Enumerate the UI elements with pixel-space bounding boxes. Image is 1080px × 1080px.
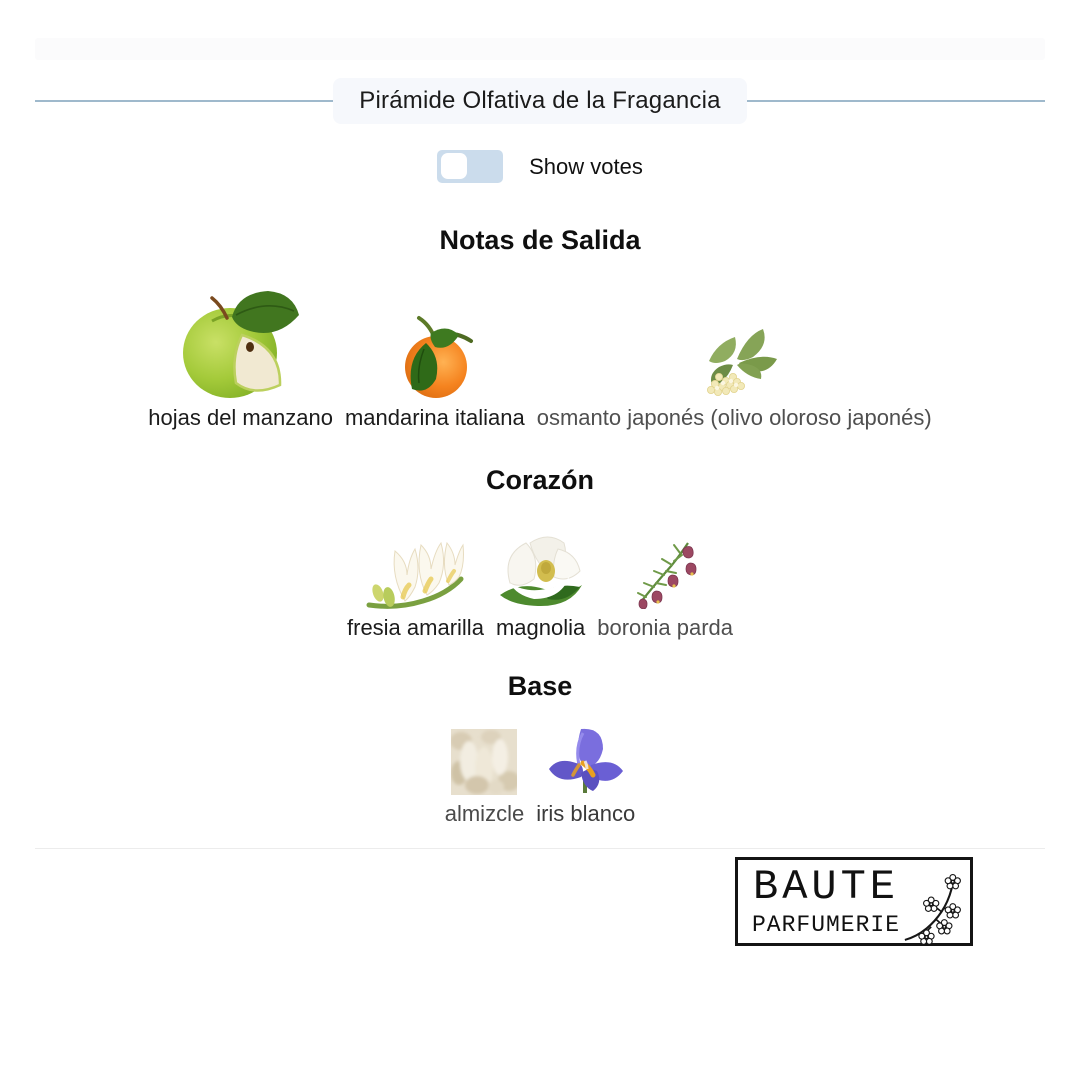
top-strip <box>35 38 1045 60</box>
show-votes-label: Show votes <box>529 153 643 179</box>
note-item-osmanthus[interactable] <box>537 325 932 431</box>
freesia-flowers-image <box>365 517 465 609</box>
note-label: iris blanco <box>536 801 636 827</box>
show-votes-row <box>35 150 1045 183</box>
mandarin-orange-image <box>391 315 479 399</box>
green-apple-with-leaf-image <box>180 285 302 399</box>
note-item-apple-leaves[interactable] <box>148 285 333 431</box>
note-label: osmanto japonés (olivo oloroso japonés) <box>536 405 932 431</box>
logo-brand-name: BAUTE <box>752 862 900 911</box>
white-iris-flower-image <box>545 725 627 795</box>
section-heading-top-notes: Notas de Salida <box>439 225 641 255</box>
logo-brand-subtitle: PARFUMERIE <box>751 911 901 938</box>
note-label: boronia parda <box>597 614 733 640</box>
note-item-freesia[interactable] <box>347 517 484 641</box>
note-item-mandarin[interactable] <box>345 315 525 431</box>
base-notes-row <box>35 725 1045 827</box>
note-item-boronia[interactable] <box>597 539 733 641</box>
title-row <box>35 78 1045 124</box>
baute-parfumerie-logo <box>735 857 973 946</box>
note-label: hojas del manzano <box>148 405 333 431</box>
note-label: fresia amarilla <box>347 614 484 640</box>
osmanthus-sprig-image <box>689 325 779 399</box>
note-item-magnolia[interactable] <box>496 533 585 641</box>
section-heading-base-notes: Base <box>507 671 573 702</box>
note-item-musk[interactable] <box>445 729 524 827</box>
flower-branch-icon <box>903 872 965 944</box>
boronia-sprig-image <box>628 539 702 609</box>
show-votes-toggle[interactable] <box>437 150 503 183</box>
toggle-knob <box>441 153 467 179</box>
note-label: almizcle <box>444 801 525 827</box>
note-label: magnolia <box>495 614 586 640</box>
top-notes-row <box>35 285 1045 431</box>
bottom-divider-line <box>35 848 1045 849</box>
musk-texture-image <box>451 729 517 795</box>
footer-logo-area <box>35 857 1045 946</box>
note-item-white-iris[interactable] <box>536 725 635 827</box>
section-heading-heart-notes: Corazón <box>486 464 594 495</box>
magnolia-flower-image <box>498 533 584 609</box>
heart-notes-row <box>35 517 1045 641</box>
pyramid-page <box>35 38 1045 946</box>
page-title: Pirámide Olfativa de la Fragancia <box>333 78 746 124</box>
logo-text <box>738 860 914 943</box>
note-label: mandarina italiana <box>344 405 525 431</box>
